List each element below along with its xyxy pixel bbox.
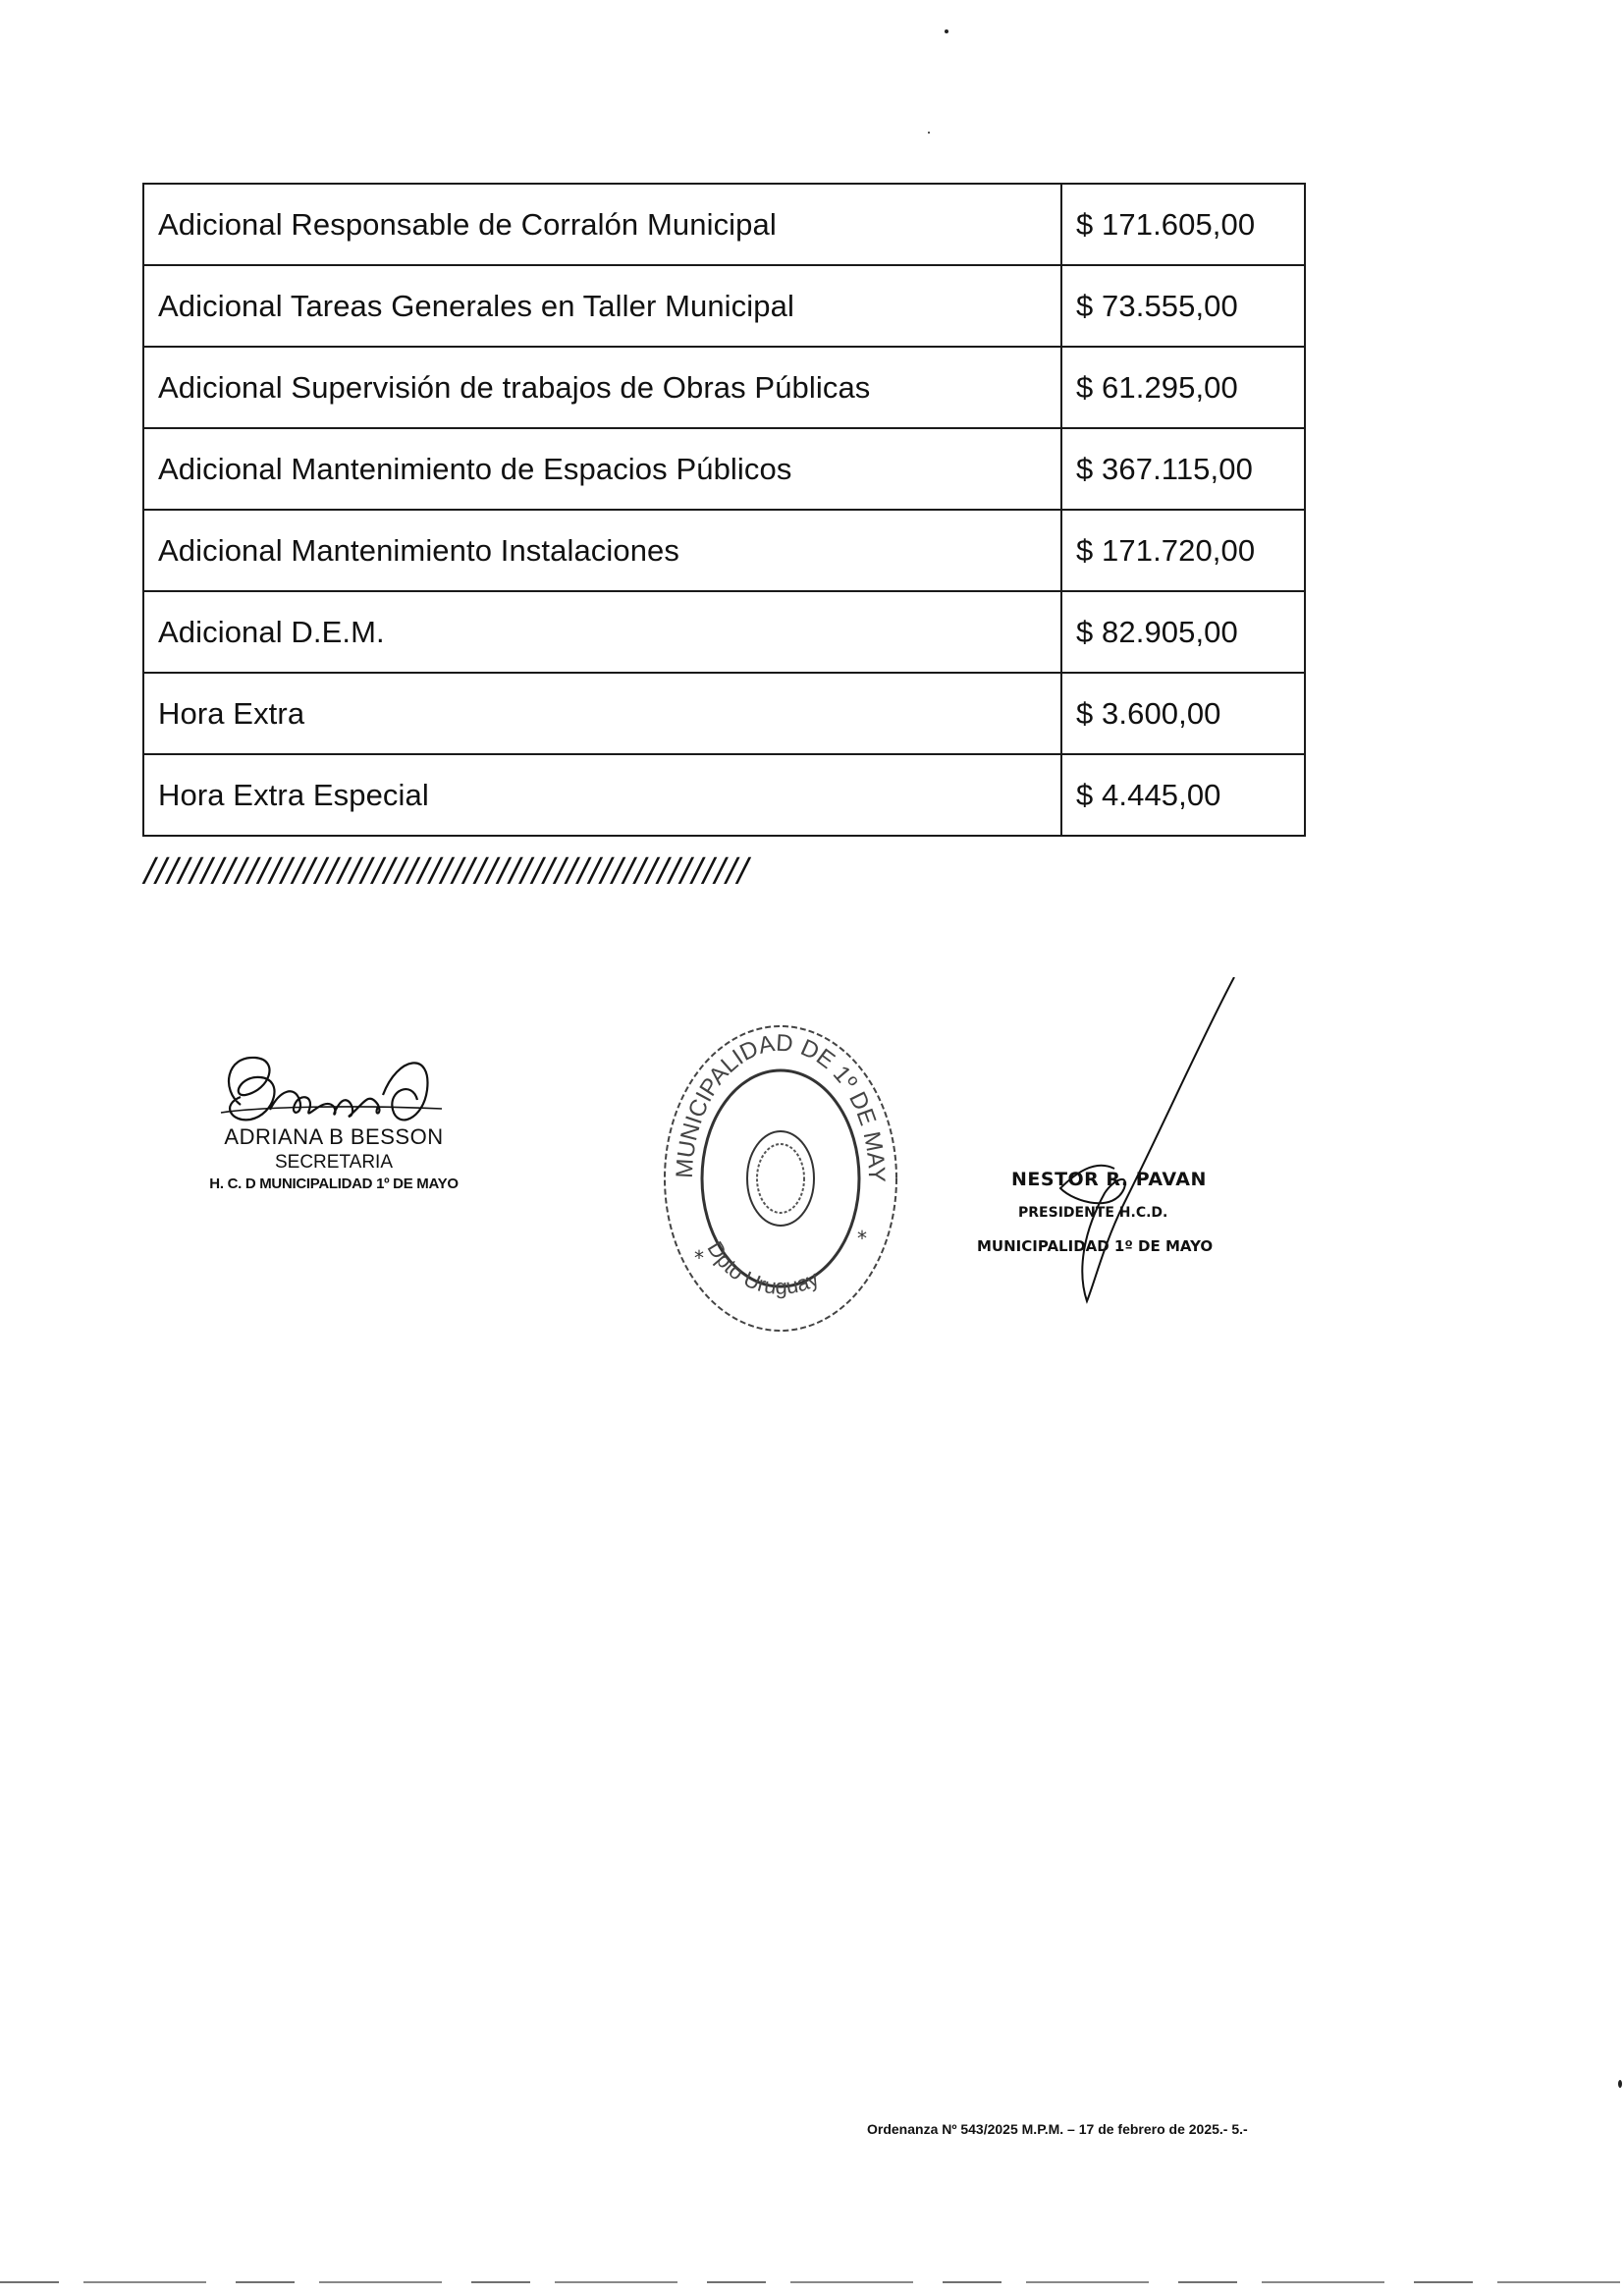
seal-bottom-text: Dpto Uruguay bbox=[702, 1236, 823, 1299]
concept-cell: Adicional Mantenimiento de Espacios Públicos bbox=[143, 428, 1061, 510]
bottom-scan-edge bbox=[0, 2281, 1624, 2283]
table-row bbox=[143, 510, 1305, 591]
rates-table bbox=[142, 183, 1306, 837]
table-row bbox=[143, 347, 1305, 428]
concept-cell: Adicional D.E.M. bbox=[143, 591, 1061, 673]
concept-cell: Adicional Responsable de Corralón Municipal bbox=[143, 184, 1061, 265]
president-name: NESTOR R. PAVAN bbox=[1011, 1169, 1207, 1190]
table-row bbox=[143, 754, 1305, 836]
scan-speck bbox=[928, 132, 930, 134]
table-row bbox=[143, 184, 1305, 265]
svg-text:*: * bbox=[694, 1246, 704, 1270]
table-row bbox=[143, 591, 1305, 673]
amount-cell: $ 171.605,00 bbox=[1061, 184, 1305, 265]
seal-text: MUNICIPALIDAD DE 1º DE MAY bbox=[671, 1029, 891, 1183]
official-seal bbox=[653, 1011, 908, 1336]
amount-cell: $ 171.720,00 bbox=[1061, 510, 1305, 591]
table-row bbox=[143, 673, 1305, 754]
president-role: PRESIDENTE H.C.D. bbox=[1018, 1205, 1168, 1221]
scan-speck bbox=[1618, 2080, 1622, 2088]
amount-cell: $ 3.600,00 bbox=[1061, 673, 1305, 754]
concept-cell: Adicional Tareas Generales en Taller Municipal bbox=[143, 265, 1061, 347]
amount-cell: $ 61.295,00 bbox=[1061, 347, 1305, 428]
secretary-name: ADRIANA B BESSON bbox=[224, 1124, 444, 1149]
concept-cell: Hora Extra Especial bbox=[143, 754, 1061, 836]
secretary-role: SECRETARIA bbox=[274, 1152, 393, 1173]
concept-cell: Adicional Mantenimiento Instalaciones bbox=[143, 510, 1061, 591]
signature-block-secretary bbox=[201, 1036, 466, 1192]
handwritten-signature-president bbox=[967, 977, 1262, 1311]
signature-block-president bbox=[967, 977, 1262, 1311]
amount-cell: $ 4.445,00 bbox=[1061, 754, 1305, 836]
table-row bbox=[143, 428, 1305, 510]
document-footer: Ordenanza Nº 543/2025 M.P.M. – 17 de febrero de 2025.- 5.- bbox=[867, 2121, 1248, 2137]
amount-cell: $ 82.905,00 bbox=[1061, 591, 1305, 673]
amount-cell: $ 73.555,00 bbox=[1061, 265, 1305, 347]
concept-cell: Hora Extra bbox=[143, 673, 1061, 754]
president-organization: MUNICIPALIDAD 1º DE MAYO bbox=[977, 1237, 1214, 1255]
svg-text:*: * bbox=[857, 1227, 867, 1250]
table-row bbox=[143, 265, 1305, 347]
scan-speck bbox=[945, 29, 948, 33]
concept-cell: Adicional Supervisión de trabajos de Obras Públicas bbox=[143, 347, 1061, 428]
secretary-organization: H. C. D MUNICIPALIDAD 1º DE MAYO bbox=[209, 1175, 459, 1192]
closing-slash-line: ///////////////////////////////////////////////////// bbox=[144, 850, 749, 889]
amount-cell: $ 367.115,00 bbox=[1061, 428, 1305, 510]
